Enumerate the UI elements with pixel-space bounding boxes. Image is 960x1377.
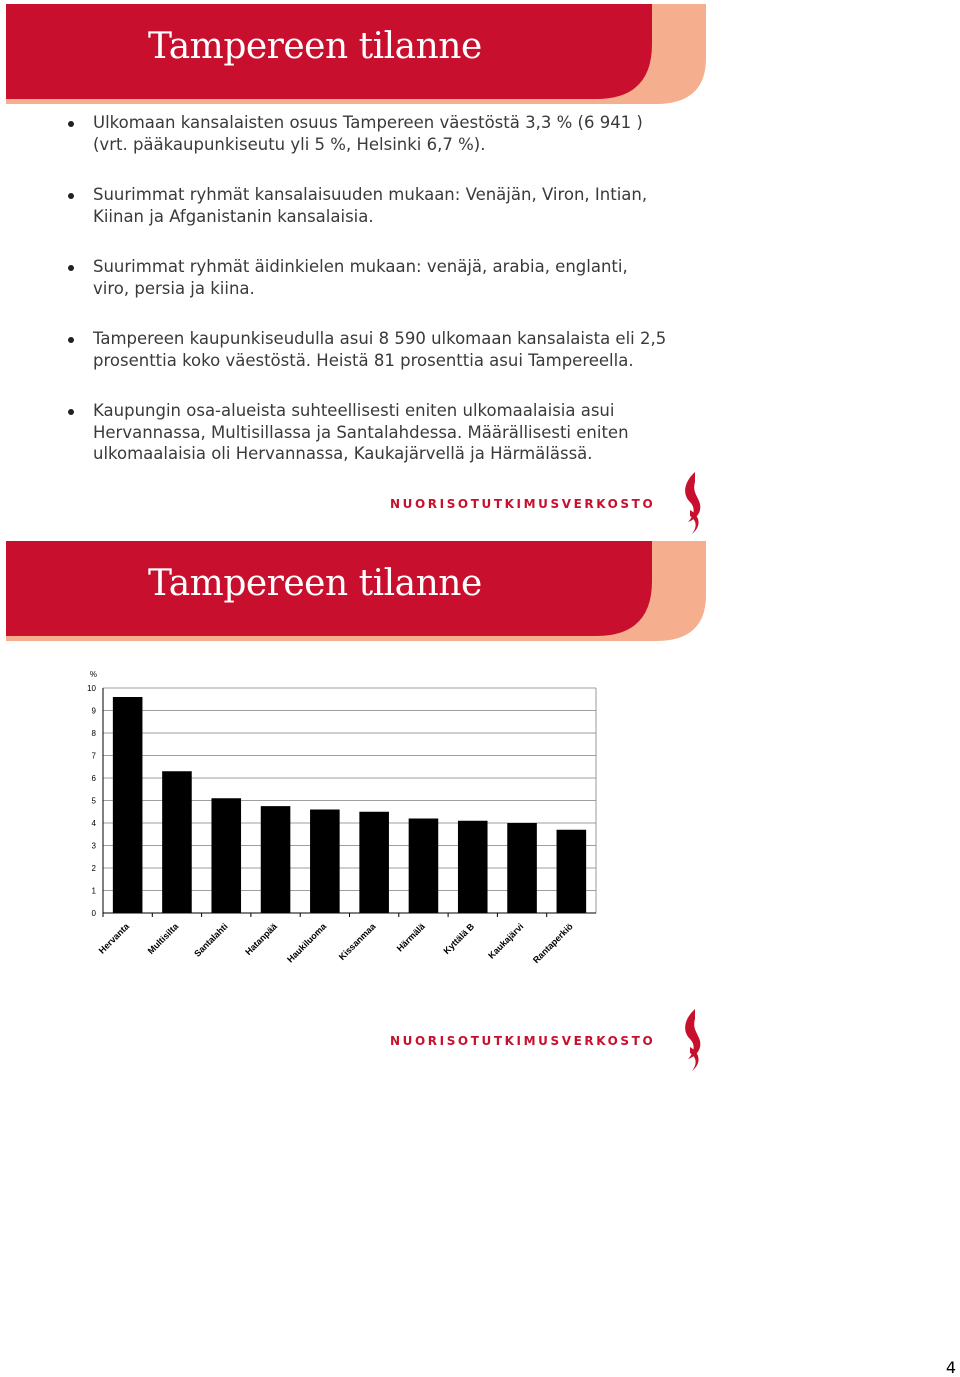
bullet-item: [68, 256, 668, 299]
bar: [162, 771, 192, 913]
x-category-label: Multisilta: [145, 921, 181, 957]
bullet-dot-icon: [68, 337, 74, 343]
slide-2-title: Tampereen tilanne: [148, 563, 482, 604]
x-category-label: Hervanta: [96, 921, 132, 956]
bar: [310, 810, 340, 914]
slide-1: [6, 4, 706, 539]
bullet-text: Suurimmat ryhmät kansalaisuuden mukaan: Venäjän, Viron, Intian, Kiinan ja Afganistanin kansalaisia.: [93, 185, 648, 226]
bullet-dot-icon: [68, 121, 74, 127]
x-category-label: Santalahti: [192, 921, 230, 959]
x-category-label: Kyttälä B: [441, 921, 477, 957]
bar: [261, 806, 291, 913]
x-category-label: Kaukajärvi: [486, 921, 526, 961]
logo-swirl-icon: [680, 470, 706, 536]
bar: [211, 798, 241, 913]
bullet-text: Ulkomaan kansalaisten osuus Tampereen väestöstä 3,3 % (6 941 ) (vrt. pääkaupunkiseutu yli 5 %, Helsinki 6,7 %).: [93, 113, 643, 154]
y-tick-label: 6: [91, 774, 96, 783]
nuorisotutkimusverkosto-logo: [390, 470, 706, 540]
y-tick-label: 1: [91, 886, 96, 896]
y-tick-label: 4: [91, 819, 96, 828]
bar: [557, 830, 587, 913]
slide-2: [6, 541, 706, 1076]
bullet-dot-icon: [68, 265, 74, 271]
x-category-label: Rantaperkiö: [530, 921, 575, 966]
bar: [359, 812, 389, 913]
bullet-item: [68, 184, 668, 227]
logo-text: NUORISOTUTKIMUSVERKOSTO: [390, 497, 656, 511]
slide-1-banner: [6, 4, 706, 106]
bullet-list: [68, 112, 668, 494]
y-axis-label: %: [89, 670, 97, 679]
bullet-item: [68, 400, 668, 465]
logo-text: NUORISOTUTKIMUSVERKOSTO: [390, 1034, 656, 1048]
bar: [507, 823, 537, 913]
y-tick-label: 0: [91, 909, 96, 918]
bullet-text: Suurimmat ryhmät äidinkielen mukaan: venäjä, arabia, englanti, viro, persia ja kiina.: [93, 257, 628, 298]
nuorisotutkimusverkosto-logo: [390, 1007, 706, 1077]
bullet-text: Tampereen kaupunkiseudulla asui 8 590 ulkomaan kansalaista eli 2,5 prosenttia koko väestöstä. Heistä 81 prosenttia asui Tampereella.: [93, 329, 667, 370]
bullet-item: [68, 328, 668, 371]
x-category-label: Haukiluoma: [285, 921, 329, 965]
y-tick-label: 10: [87, 684, 96, 693]
x-category-label: Kissanmaa: [336, 921, 378, 963]
y-tick-label: 7: [91, 751, 96, 761]
bullet-dot-icon: [68, 193, 74, 199]
bar: [458, 821, 488, 913]
bullet-item: [68, 112, 668, 155]
slide-2-banner: [6, 541, 706, 643]
y-tick-label: 8: [91, 729, 96, 738]
bullet-dot-icon: [68, 409, 74, 415]
x-category-label: Härmälä: [394, 921, 427, 954]
logo-swirl-icon: [680, 1007, 706, 1073]
y-tick-label: 2: [91, 864, 96, 873]
x-category-label: Hatanpää: [243, 921, 279, 958]
slide-1-title: Tampereen tilanne: [148, 26, 482, 67]
bar: [113, 697, 143, 913]
bar: [409, 819, 439, 914]
bar-chart: [6, 661, 706, 991]
y-tick-label: 9: [91, 706, 96, 716]
y-tick-label: 5: [91, 796, 96, 806]
page-number: 4: [945, 1358, 956, 1377]
y-tick-label: 3: [91, 841, 96, 851]
bullet-text: Kaupungin osa-alueista suhteellisesti eniten ulkomaalaisia asui Hervannassa, Multisillassa ja Santalahdessa. Määrällisesti eniten ulkomaalaisia oli Hervannassa, Kaukajärvellä ja Härmälässä.: [93, 401, 629, 463]
